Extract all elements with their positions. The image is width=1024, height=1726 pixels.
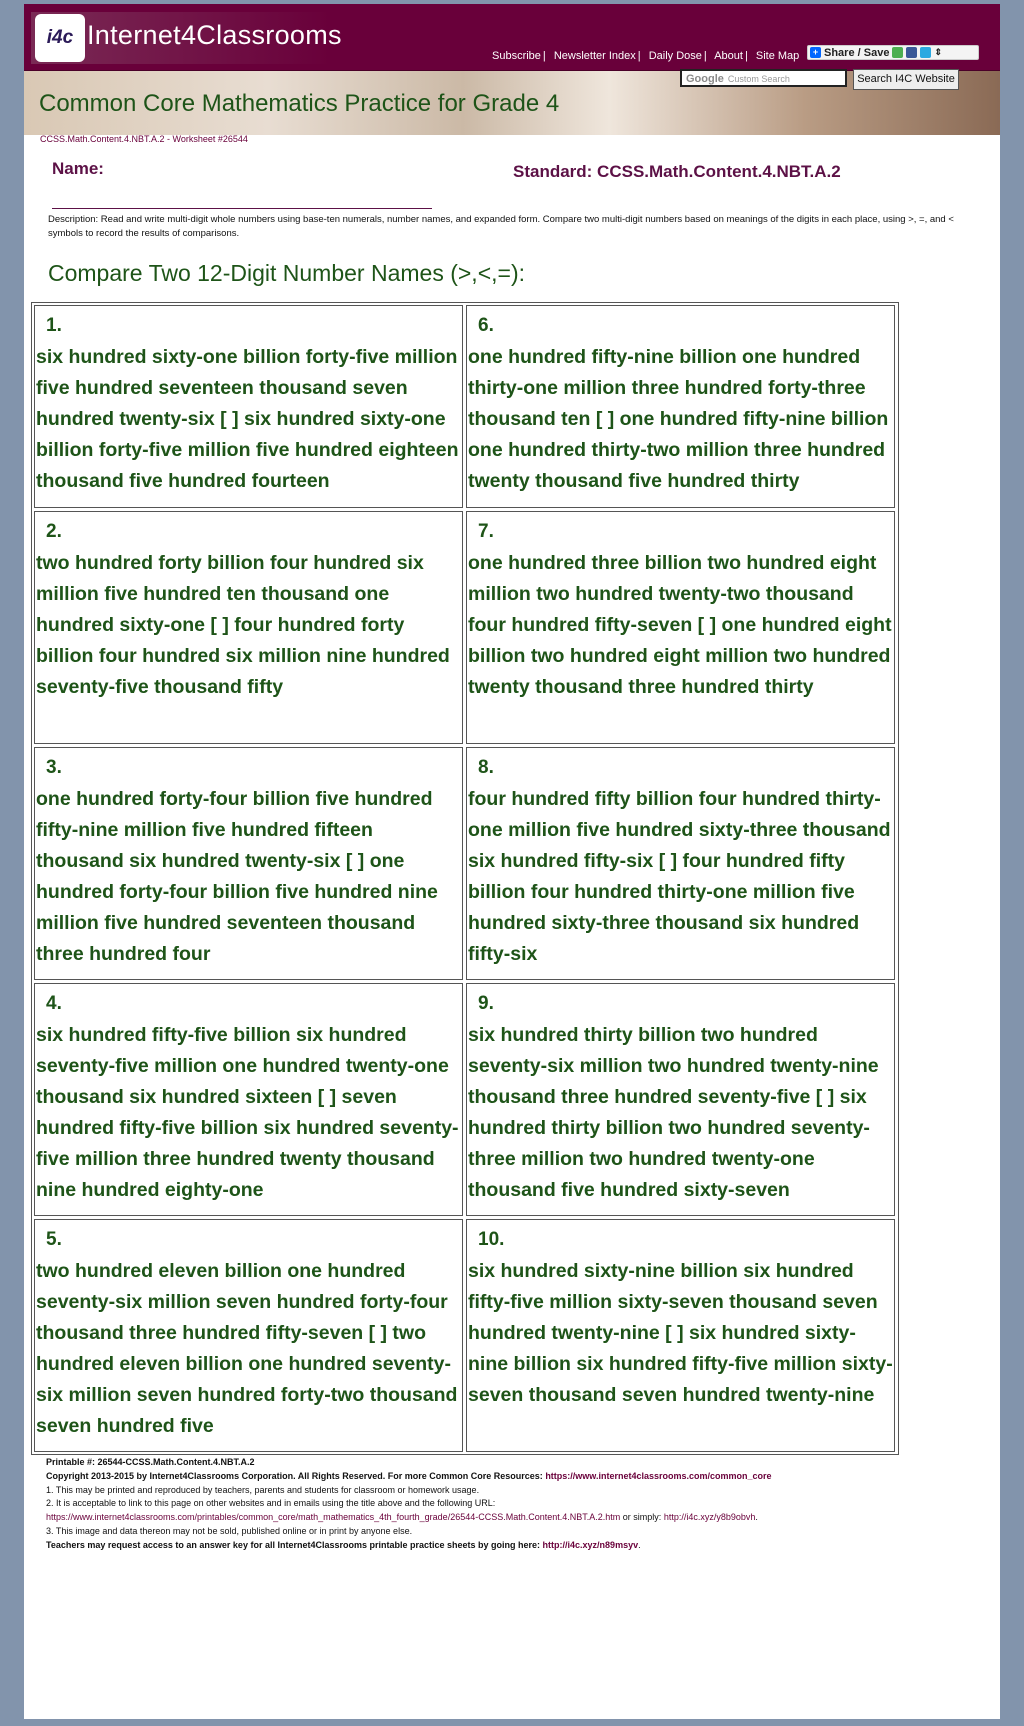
footer-note-2: 2. It is acceptable to link to this page on other websites and in emails using the title above and the following URL:	[46, 1498, 496, 1509]
name-line	[52, 208, 432, 209]
nav-subscribe[interactable]: Subscribe	[492, 50, 541, 62]
problem-text: one hundred forty-four billion five hundred fifty-nine million five hundred fifteen thousand six hundred twenty-six [ ] one hundred forty-four billion five hundred nine million five hundred seventeen thousand three hundred four	[36, 788, 438, 965]
nav-newsletter-index[interactable]: Newsletter Index	[553, 50, 636, 62]
nav-about[interactable]: About	[714, 50, 743, 62]
common-core-link[interactable]: https://www.internet4classrooms.com/common_core	[545, 1470, 772, 1481]
section-title: Compare Two 12-Digit Number Names (>,<,=):	[48, 260, 526, 286]
problem-number: 3.	[46, 757, 62, 778]
nav-site-map[interactable]: Site Map	[755, 50, 800, 62]
problem-cell	[466, 511, 895, 744]
printable-number: Printable #: 26544-CCSS.Math.Content.4.NBT.A.2	[46, 1457, 255, 1467]
problem-number: 8.	[478, 757, 494, 778]
problem-text: one hundred fifty-nine billion one hundred thirty-one million three hundred forty-three thousand ten [ ] one hundred fifty-nine billion one hundred thirty-two million three hundred twenty thousand five hundred thirty	[468, 346, 889, 492]
footer-note-3: 3. This image and data thereon may not be sold, published online or in print by anyone else.	[46, 1525, 413, 1536]
footer: Printable #: 26544-CCSS.Math.Content.4.NBT.A.2 Copyright 2013-2015 by Internet4Classrooms Corporation. All Rights Reserved. For more Common Core Resources: https://www.internet4classrooms.com/common_core 1. This may be printed and reproduced by teachers, parents and students for classroom or homework usage. 2. It is acceptable to link to this page on other websites and in emails using the title above and the following URL: https://www.internet4classrooms.com/printables/common_core/math_mathematics_4th_fourth_grade/26544-CCSS.Math.Content.4.NBT.A.2.htm or simply: http://i4c.xyz/y8b9obvh. 3. This image and data thereon may not be sold, published online or in print by anyone else. Teachers may request access to an answer key for all Internet4Classrooms printable practice sheets by going here: http://i4c.xyz/n89msyv.	[46, 1456, 986, 1553]
problem-number: 1.	[46, 315, 62, 336]
breadcrumb[interactable]: CCSS.Math.Content.4.NBT.A.2 - Worksheet #26544	[40, 134, 248, 144]
answer-key-text: Teachers may request access to an answer key for all Internet4Classrooms printable practice sheets by going here:	[46, 1539, 541, 1550]
problem-number: 2.	[46, 521, 62, 542]
site-logo[interactable]	[31, 12, 342, 64]
problem-text: two hundred eleven billion one hundred seventy-six million seven hundred forty-four thousand three hundred fifty-seven [ ] two hundred eleven billion one hundred seventy-six million seven hundred forty-two thousand seven hundred five	[36, 1260, 458, 1437]
problem-text: one hundred three billion two hundred eight million two hundred twenty-two thousand four hundred fifty-seven [ ] one hundred eight billion two hundred eight million two hundred twenty thousand three hundred thirty	[468, 552, 892, 698]
problem-cell	[34, 511, 463, 744]
logo-badge-icon: i4c	[35, 14, 85, 62]
search-button[interactable]: Search I4C Website	[853, 69, 959, 90]
problem-text: four hundred fifty billion four hundred thirty-one million five hundred sixty-three thousand six hundred fifty-six [ ] four hundred fifty billion four hundred thirty-one million five hundred sixty-three thousand six hundred fifty-six	[468, 788, 891, 965]
share-save-button[interactable]	[807, 45, 979, 60]
problem-cell	[34, 1219, 463, 1452]
logo-text: Internet4Classrooms	[87, 20, 342, 50]
problem-cell	[34, 983, 463, 1216]
problem-number: 7.	[478, 521, 494, 542]
problem-number: 6.	[478, 315, 494, 336]
problem-text: six hundred thirty billion two hundred seventy-six million two hundred twenty-nine thousand three hundred seventy-five [ ] six hundred thirty billion two hundred seventy-three million two hundred twenty-one thousand five hundred sixty-seven	[468, 1024, 879, 1201]
problem-text: six hundred fifty-five billion six hundred seventy-five million one hundred twenty-one thousand six hundred sixteen [ ] seven hundred fifty-five billion six hundred seventy-five million three hundred twenty thousand nine hundred eighty-one	[36, 1024, 459, 1201]
footer-note-1: 1. This may be printed and reproduced by teachers, parents and students for classroom or homework usage.	[46, 1484, 480, 1495]
search-input[interactable]	[680, 69, 847, 87]
copyright-text: Copyright 2013-2015 by Internet4Classrooms Corporation. All Rights Reserved. For more Common Core Resources:	[46, 1470, 543, 1481]
page-url-link[interactable]: https://www.internet4classrooms.com/printables/common_core/math_mathematics_4th_fourth_grade/26544-CCSS.Math.Content.4.NBT.A.2.htm	[46, 1512, 621, 1523]
nav-daily-dose[interactable]: Daily Dose	[648, 50, 702, 62]
twitter-icon[interactable]	[920, 47, 931, 58]
share-save-label: Share / Save	[824, 46, 890, 59]
top-navigation: Subscribe | Newsletter Index | Daily Dose | About | Site Map	[492, 50, 800, 62]
problem-table	[31, 302, 899, 1455]
problem-number: 10.	[478, 1229, 505, 1250]
problem-text: two hundred forty billion four hundred six million five hundred ten thousand one hundred sixty-one [ ] four hundred forty billion four hundred six million nine hundred seventy-five thousand fifty	[36, 552, 450, 698]
problem-number: 5.	[46, 1229, 62, 1250]
google-logo: Google	[686, 73, 724, 85]
search-placeholder: Custom Search	[727, 74, 790, 84]
facebook-icon[interactable]	[906, 47, 917, 58]
share-green-icon[interactable]	[892, 47, 903, 58]
standard-label: Standard: CCSS.Math.Content.4.NBT.A.2	[513, 162, 841, 181]
share-more-icon[interactable]: ⇕	[934, 47, 942, 57]
worksheet-page	[24, 4, 1000, 1719]
problem-cell	[466, 983, 895, 1216]
problem-cell	[34, 747, 463, 980]
problem-text: six hundred sixty-nine billion six hundred fifty-five million sixty-seven thousand seven hundred twenty-nine [ ] six hundred sixty-nine billion six hundred fifty-five million sixty-seven thousand seven hundred twenty-nine	[468, 1260, 893, 1406]
problem-cell	[34, 305, 463, 508]
name-label: Name:	[52, 159, 104, 178]
description: Description: Read and write multi-digit whole numbers using base-ten numerals, number names, and expanded form. Compare two multi-digit numbers based on meanings of the digits in each place, using >, =, and < symbols to record the results of comparisons.	[48, 214, 954, 239]
url-or-text: or simply:	[622, 1512, 662, 1523]
site-header	[24, 4, 1000, 71]
problem-text: six hundred sixty-one billion forty-five million five hundred seventeen thousand seven hundred twenty-six [ ] six hundred sixty-one billion forty-five million five hundred eighteen thousand five hundred fourteen	[36, 346, 459, 492]
problem-cell	[466, 305, 895, 508]
problem-number: 4.	[46, 993, 62, 1014]
problem-number: 9.	[478, 993, 494, 1014]
share-plus-icon: +	[810, 47, 821, 58]
problem-cell	[466, 1219, 895, 1452]
short-url-link[interactable]: http://i4c.xyz/y8b9obvh	[663, 1512, 756, 1523]
problem-cell	[466, 747, 895, 980]
page-title: Common Core Mathematics Practice for Grade 4	[39, 90, 560, 117]
answer-key-link[interactable]: http://i4c.xyz/n89msyv	[542, 1539, 639, 1550]
